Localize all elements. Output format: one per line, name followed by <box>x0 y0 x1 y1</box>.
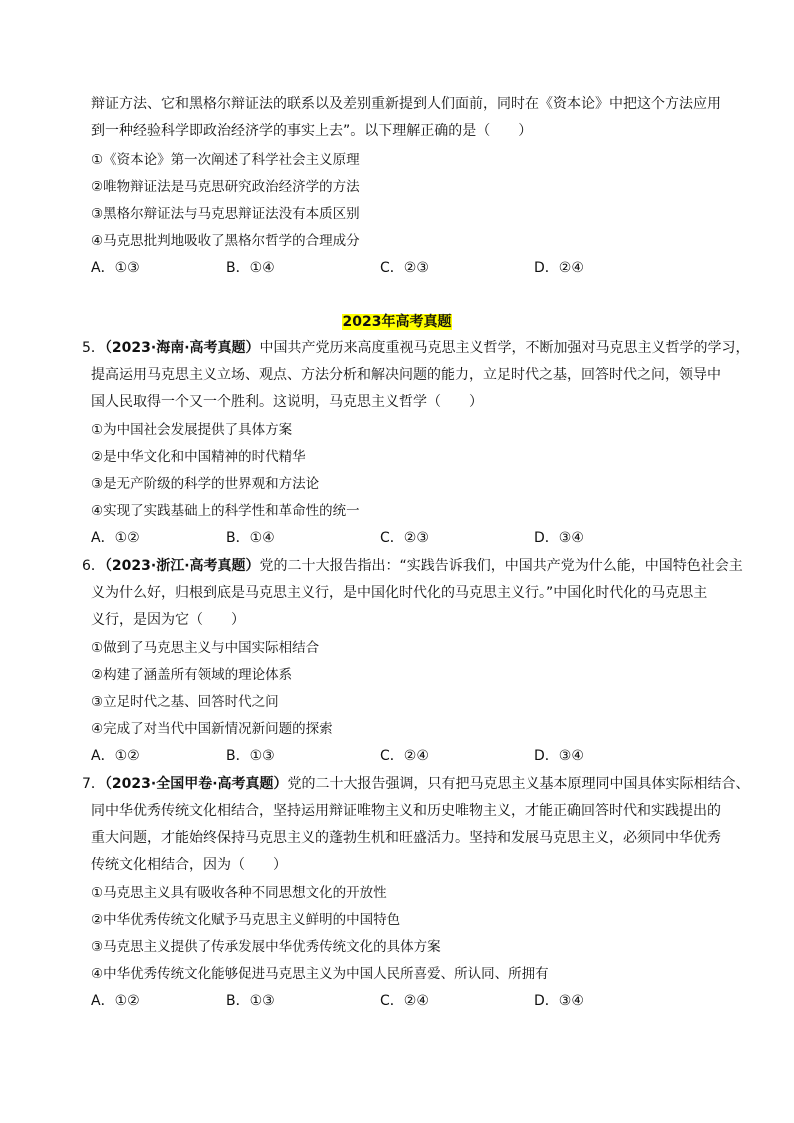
question-number: 5． <box>82 340 105 356</box>
choice-d: D．③④ <box>534 530 584 546</box>
choice-d: D．③④ <box>534 748 584 764</box>
question-number: 6． <box>82 558 105 574</box>
intro-option-3: ③黑格尔辩证法与马克思辩证法没有本质区别 <box>91 206 360 222</box>
question-source: （2023·海南·高考真题） <box>104 340 260 356</box>
choice-c: C．②③ <box>380 530 429 546</box>
question-7-option-3: ③马克思主义提供了传承发展中华优秀传统文化的具体方案 <box>91 939 441 955</box>
choice-c: C．②③ <box>380 260 429 276</box>
question-5-option-4: ④实现了实践基础上的科学性和革命性的统一 <box>91 503 360 519</box>
choice-c: C．②④ <box>380 993 429 1009</box>
section-heading <box>0 312 794 332</box>
question-6-choices <box>91 746 711 766</box>
question-number: 7． <box>82 776 105 792</box>
question-6-option-2: ②构建了涵盖所有领域的理论体系 <box>91 667 293 683</box>
question-7-option-4: ④中华优秀传统文化能够促进马克思主义为中国人民所喜爱、所认同、所拥有 <box>91 966 549 982</box>
question-7-line-4: 传统文化相结合，因为（ ） <box>91 857 287 873</box>
choice-a: A．①② <box>91 993 140 1009</box>
question-6-line-2: 义为什么好，归根到底是马克思主义行，是中国化时代化的马克思主义行。”中国化时代化的马克思主 <box>91 585 708 601</box>
choice-b: B．①④ <box>226 530 275 546</box>
question-5-line-2: 提高运用马克思主义立场、观点、方法分析和解决问题的能力，立足时代之基，回答时代之问，领导中 <box>91 367 721 383</box>
question-text: 党的二十大报告强调，只有把马克思主义基本原理同中国具体实际相结合、 <box>287 776 750 792</box>
intro-choices <box>91 258 711 278</box>
question-7-choices <box>91 991 711 1011</box>
question-6-option-4: ④完成了对当代中国新情况新问题的探索 <box>91 721 333 737</box>
question-6-line-1 <box>82 556 743 576</box>
question-7-option-2: ②中华优秀传统文化赋予马克思主义鲜明的中国特色 <box>91 912 401 928</box>
intro-line-1: 辩证方法、它和黑格尔辩证法的联系以及差别重新提到人们面前，同时在《资本论》中把这个方法应用 <box>91 96 721 112</box>
question-5-option-3: ③是无产阶级的科学的世界观和方法论 <box>91 476 320 492</box>
choice-a: A．①② <box>91 748 140 764</box>
question-7-line-1 <box>82 774 750 794</box>
question-6-line-3: 义行，是因为它（ ） <box>91 612 245 628</box>
intro-line-2: 到一种经验科学即政治经济学的事实上去”。以下理解正确的是（ ） <box>91 123 533 139</box>
question-6-option-3: ③立足时代之基、回答时代之问 <box>91 694 279 710</box>
choice-a: A．①③ <box>91 260 140 276</box>
question-source: （2023·浙江·高考真题） <box>104 558 260 574</box>
question-5-option-1: ①为中国社会发展提供了具体方案 <box>91 422 293 438</box>
question-text: 中国共产党历来高度重视马克思主义哲学，不断加强对马克思主义哲学的学习， <box>259 340 750 356</box>
choice-d: D．②④ <box>534 260 584 276</box>
choice-d: D．③④ <box>534 993 584 1009</box>
choice-b: B．①③ <box>226 748 275 764</box>
choice-b: B．①④ <box>226 260 275 276</box>
intro-option-1: ①《资本论》第一次阐述了科学社会主义原理 <box>91 152 360 168</box>
choice-a: A．①② <box>91 530 140 546</box>
choice-c: C．②④ <box>380 748 429 764</box>
intro-option-4: ④马克思批判地吸收了黑格尔哲学的合理成分 <box>91 233 360 249</box>
section-heading-text: 2023年高考真题 <box>342 314 452 330</box>
question-6-option-1: ①做到了马克思主义与中国实际相结合 <box>91 640 320 656</box>
question-5-choices <box>91 528 711 548</box>
question-text: 党的二十大报告指出：“实践告诉我们，中国共产党为什么能，中国特色社会主 <box>259 558 743 574</box>
question-source: （2023·全国甲卷·高考真题） <box>104 776 288 792</box>
intro-option-2: ②唯物辩证法是马克思研究政治经济学的方法 <box>91 179 360 195</box>
choice-b: B．①③ <box>226 993 275 1009</box>
question-7-line-2: 同中华优秀传统文化相结合，坚持运用辩证唯物主义和历史唯物主义，才能正确回答时代和实践提出的 <box>91 803 721 819</box>
question-5-option-2: ②是中华文化和中国精神的时代精华 <box>91 449 306 465</box>
question-5-line-1 <box>82 338 750 358</box>
question-7-line-3: 重大问题，才能始终保持马克思主义的蓬勃生机和旺盛活力。坚持和发展马克思主义，必须同中华优秀 <box>91 830 721 846</box>
question-7-option-1: ①马克思主义具有吸收各种不同思想文化的开放性 <box>91 885 387 901</box>
question-5-line-3: 国人民取得一个又一个胜利。这说明，马克思主义哲学（ ） <box>91 394 483 410</box>
